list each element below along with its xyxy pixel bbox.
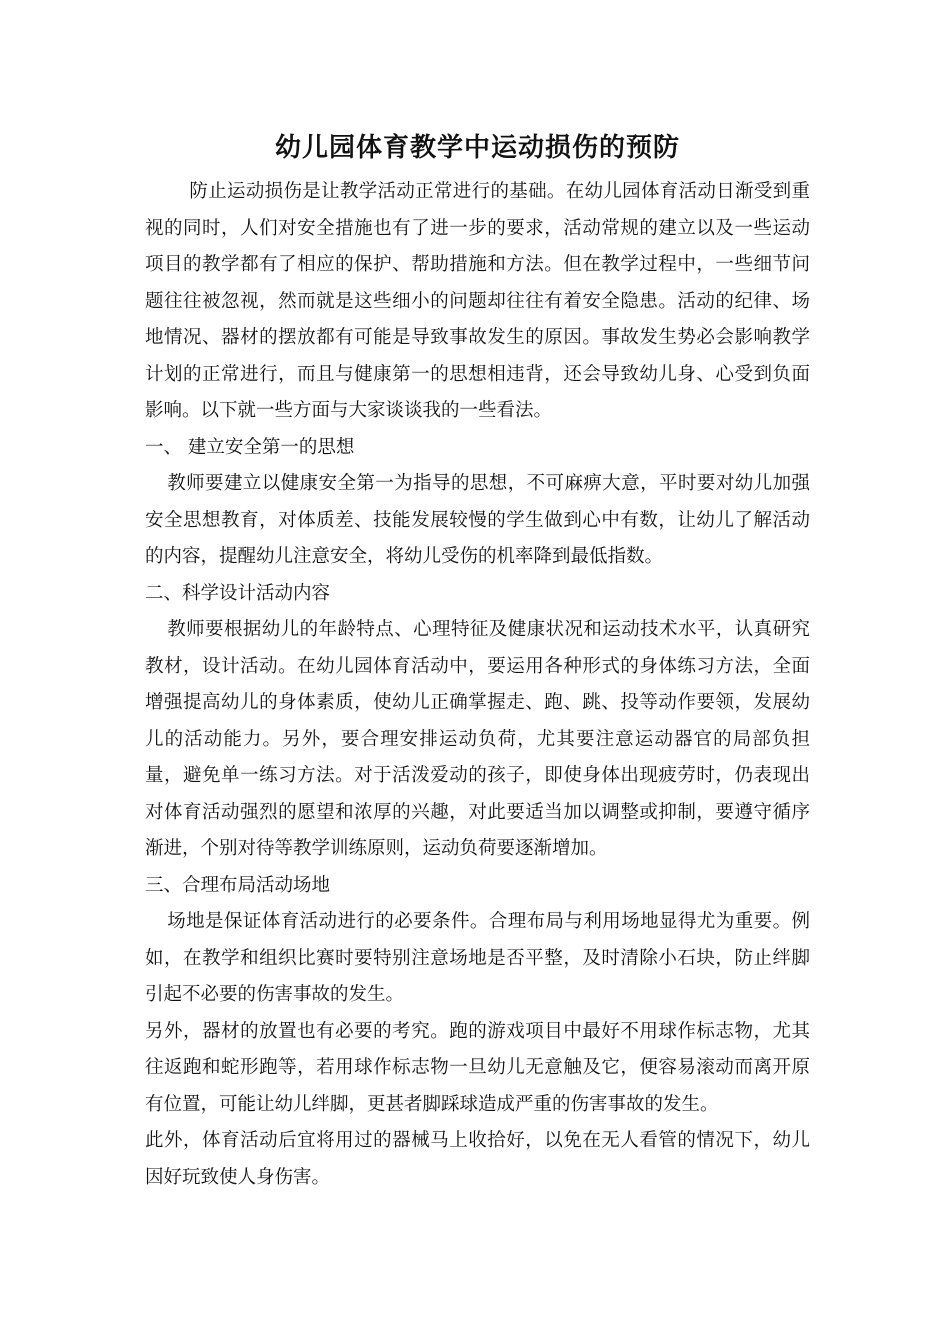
section-3-heading: 三、合理布局活动场地 <box>145 874 331 896</box>
section-2-heading: 二、科学设计活动内容 <box>145 582 331 604</box>
section-3-paragraph-1: 场地是保证体育活动进行的必要条件。合理布局与利用场地显得尤为重要。例如，在教学和组织比赛时要特别注意场地是否平整，及时清除小石块，防止绊脚引起不必要的伤害事故的发生。 <box>145 911 810 1005</box>
intro-paragraph: 防止运动损伤是让教学活动正常进行的基础。在幼儿园体育活动日渐受到重视的同时，人们对安全措施也有了进一步的要求，活动常规的建立以及一些运动项目的教学都有了相应的保护、帮助措施和方法。但在教学过程中，一些细节问题往往被忽视，然而就是这些细小的问题却往往有着安全隐患。活动的纪律、场地情况、器材的摆放都有可能是导致事故发生的原因。事故发生势必会影响教学计划的正常进行，而且与健康第一的思想相违背，还会导致幼儿身、心受到负面影响。以下就一些方面与大家谈谈我的一些看法。 <box>145 181 810 421</box>
document-title: 幼儿园体育教学中运动损伤的预防 <box>274 133 680 163</box>
section-2-paragraph-1: 教师要根据幼儿的年龄特点、心理特征及健康状况和运动技术水平，认真研究教材，设计活动。在幼儿园体育活动中，要运用各种形式的身体练习方法，全面增强提高幼儿的身体素质，使幼儿正确掌握走、跑、跳、投等动作要领，发展幼儿的活动能力。另外，要合理安排运动负荷，尤其要注意运动器官的局部负担量，避免单一练习方法。对于活泼爱动的孩子，即使身体出现疲劳时，仍表现出对体育活动强烈的愿望和浓厚的兴趣，对此要适当加以调整或抑制，要遵守循序渐进，个别对待等教学训练原则，运动负荷要逐渐增加。 <box>145 619 810 859</box>
section-1-heading: 一、 建立安全第一的思想 <box>145 436 355 458</box>
section-3-paragraph-2: 另外，器材的放置也有必要的考究。跑的游戏项目中最好不用球作标志物，尤其往返跑和蛇形跑等，若用球作标志物一旦幼儿无意触及它，便容易滚动而离开原有位置，可能让幼儿绊脚，更甚者脚踩球造成严重的伤害事故的发生。 <box>145 1020 810 1115</box>
document-page <box>145 128 810 1196</box>
section-3-paragraph-3: 此外，体育活动后宜将用过的器械马上收拾好，以免在无人看管的情况下，幼儿因好玩致使人身伤害。 <box>145 1130 810 1188</box>
section-1-paragraph-1: 教师要建立以健康安全第一为指导的思想，不可麻痹大意，平时要对幼儿加强安全思想教育，对体质差、技能发展较慢的学生做到心中有数，让幼儿了解活动的内容，提醒幼儿注意安全，将幼儿受伤的机率降到最低指数。 <box>145 473 810 567</box>
